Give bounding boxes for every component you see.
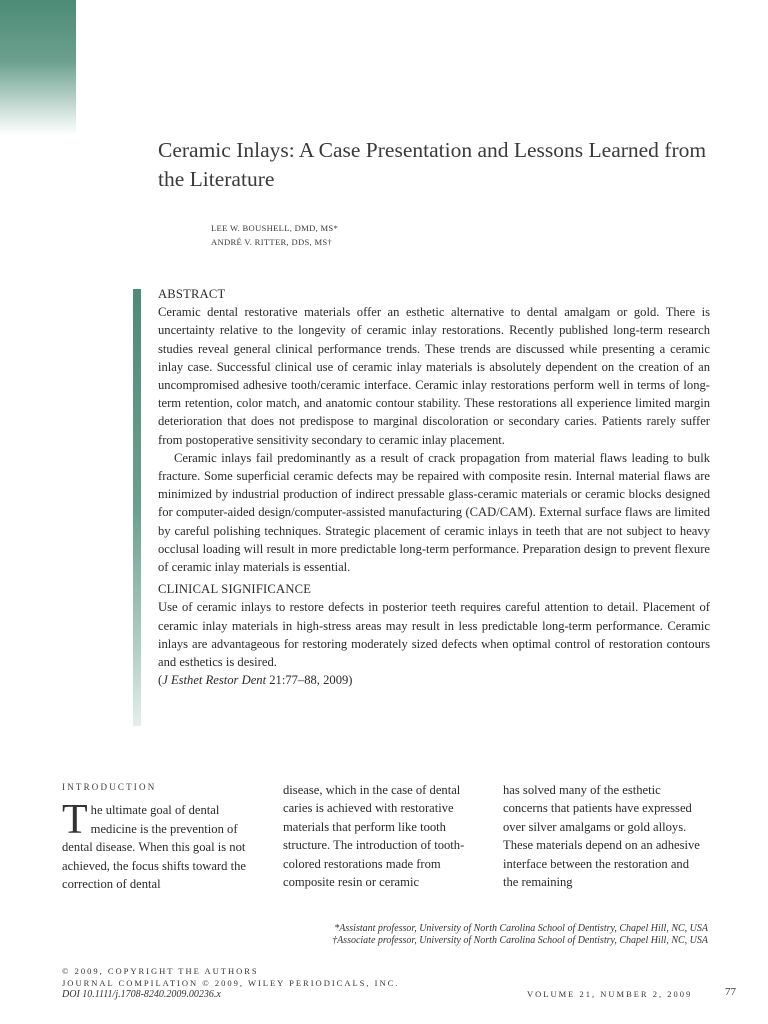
abstract-heading: ABSTRACT [158, 287, 226, 301]
author-2: ANDRÉ V. RITTER, DDS, MS† [211, 237, 333, 247]
footer-compilation: JOURNAL COMPILATION © 2009, WILEY PERIODICALS, INC. [62, 977, 400, 988]
citation-open: ( [158, 673, 163, 688]
intro-text-col2: disease, which in the case of dental caries is achieved with restorative materials that perform like tooth structure. The introduction of tooth-colored restorations made from composite resin or ceramic [283, 783, 465, 890]
author-footnotes [240, 923, 708, 947]
body-column-2 [283, 781, 481, 891]
citation-details: 21:77–88, 2009) [266, 673, 353, 688]
abstract-paragraph-2: Ceramic inlays fail predominantly as a result of crack propagation from material flaws leading to bulk fracture. Some superficial ceramic defects may be repaired with composite resin. Internal material flaws are minimized by industrial production of indirect pressable glass-ceramic materials or ceramic blocks designed for computer-aided design/computer-assisted manufacturing (CAD/CAM). External surface flaws are limited by careful polishing techniques. Strategic placement of ceramic inlays in teeth that are not subject to heavy occlusal loading will result in more predictable long-term performance. Preparation design to prevent flexure of ceramic inlay materials is essential. [158, 450, 710, 575]
abstract-accent-bar [133, 289, 141, 726]
clinical-significance-text: Use of ceramic inlays to restore defects in posterior teeth requires careful attention to detail. Placement of ceramic inlay materials in high-stress areas may result in less predictable long-term performance. Ceramic inlays are advantageous for restoring moderately sized defects when optimal control of restoration contours and esthetics is desired. [158, 600, 710, 670]
footer-copyright: © 2009, COPYRIGHT THE AUTHORS [62, 966, 259, 976]
article-title: Ceramic Inlays: A Case Presentation and Lessons Learned from the Literature [158, 138, 707, 191]
citation [158, 671, 710, 689]
intro-text-col3: has solved many of the esthetic concerns that patients have expressed over silver amalgams or gold alloys. These materials depend on an adhesive interface between the restoration and the remaining [503, 783, 700, 890]
body-column-3 [503, 781, 701, 891]
author-list [211, 221, 338, 249]
citation-journal: J Esthet Restor Dent [162, 673, 267, 688]
intro-paragraph-start [62, 797, 260, 893]
intro-text-col1: he ultimate goal of dental medicine is the prevention of dental disease. When this goal is not achieved, the focus shifts toward the correction of dental [62, 803, 246, 892]
drop-cap: T [62, 797, 88, 844]
footnote-2: †Associate professor, University of North Carolina School of Dentistry, Chapel Hill, NC, USA [332, 934, 708, 946]
corner-color-band [0, 0, 76, 135]
clinical-significance-heading: CLINICAL SIGNIFICANCE [158, 582, 312, 597]
introduction-heading: INTRODUCTION [62, 782, 157, 792]
abstract-paragraph-1: Ceramic dental restorative materials offer an esthetic alternative to dental amalgam or gold. There is uncertainty relative to the longevity of ceramic inlay restorations. Recently published long-term research studies reveal general clinical performance trends. These trends are discussed while presenting a ceramic inlay case. Successful clinical use of ceramic inlay materials is absolutely dependent on the creation of an uncompromised adhesive tooth/ceramic interface. Ceramic inlay restorations perform well in terms of long-term retention, color match, and anatomic contour stability. These restorations all experience limited margin deterioration that does not predispose to marginal discoloration or secondary caries. Patients rarely suffer from postoperative sensitivity secondary to ceramic inlay placement. [158, 305, 710, 447]
footer-volume: VOLUME 21, NUMBER 2, 2009 [527, 989, 693, 999]
abstract-block [158, 285, 710, 689]
footer-copyright-block [62, 966, 399, 1001]
author-1: LEE W. BOUSHELL, DMD, MS* [211, 223, 339, 233]
body-column-1 [62, 778, 260, 893]
page-number: 77 [725, 986, 736, 998]
footnote-1: *Assistant professor, University of North Carolina School of Dentistry, Chapel Hill, NC, USA [334, 923, 708, 934]
footer-doi: DOI 10.1111/j.1708-8240.2009.00236.x [62, 989, 221, 1000]
